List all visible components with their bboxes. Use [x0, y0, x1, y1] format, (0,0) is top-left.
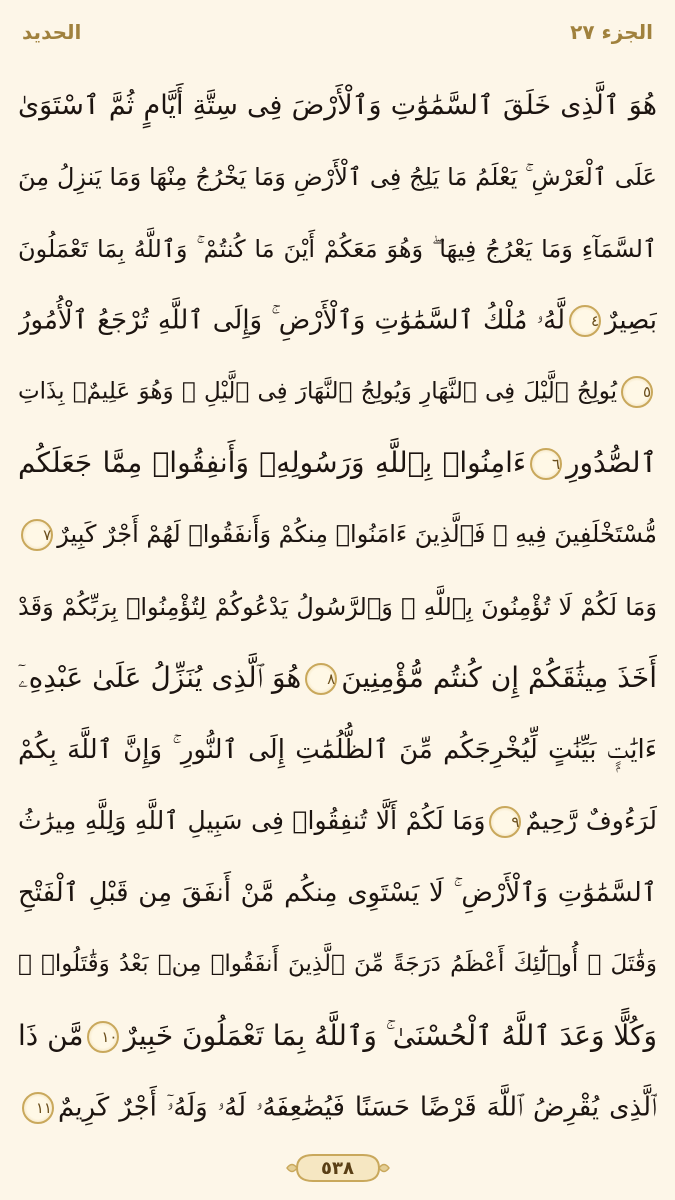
ayah-number-marker: ٦ [530, 448, 562, 480]
verse-line-text [18, 660, 657, 695]
ayah-number-marker: ٥ [621, 376, 653, 408]
verse-line-text [18, 445, 657, 480]
verse-line [18, 70, 657, 142]
verse-line [18, 428, 657, 500]
verse-text: عَلَى ٱلْعَرْشِ ۚ يَعْلَمُ مَا يَلِجُ فِى ٱلْأَرْضِ وَمَا يَخْرُجُ مِنْهَا وَمَا يَنزِلُ مِنَ [18, 163, 657, 192]
quran-text-block [18, 70, 657, 1145]
verse-line-text [18, 234, 657, 263]
verse-line [18, 714, 657, 786]
verse-line-text [18, 592, 657, 621]
verse-line-text [18, 163, 657, 192]
verse-line [18, 1001, 657, 1073]
verse-line [18, 285, 657, 357]
verse-line [18, 929, 657, 1001]
verse-text: أَخَذَ مِيثَٰقَكُمْ إِن كُنتُم مُّؤْمِنِينَ [341, 660, 657, 694]
verse-line-text [18, 1092, 657, 1124]
verse-text: وَمَا لَكُمْ لَا تُؤْمِنُونَ بِٱللَّهِ ۙ وَٱلرَّسُولُ يَدْعُوكُمْ لِتُؤْمِنُوا۟ بِرَبِّكُمْ وَقَدْ [18, 592, 657, 621]
verse-line-text [18, 376, 657, 408]
verse-line-text [18, 519, 657, 551]
verse-text: ٱلسَّمَٰوَٰتِ وَٱلْأَرْضِ ۚ لَا يَسْتَوِى مِنكُم مَّنْ أَنفَقَ مِن قَبْلِ ٱلْفَتْحِ [18, 878, 657, 909]
verse-text: بَصِيرٌ [605, 305, 657, 336]
verse-line [18, 786, 657, 858]
verse-line-text [18, 90, 657, 122]
verse-line-text [18, 878, 657, 909]
verse-text: مَّن ذَا [18, 1018, 84, 1052]
verse-text: ءَامِنُوا۟ بِٱللَّهِ وَرَسُولِهِۦ وَأَنفِقُوا۟ مِمَّا جَعَلَكُم [18, 445, 527, 479]
juz-label: الجزء ٢٧ [570, 20, 653, 44]
verse-line-text [18, 806, 657, 838]
verse-line [18, 213, 657, 285]
ayah-number-marker: ٧ [21, 519, 53, 551]
verse-text: لَرَءُوفٌ رَّحِيمٌ [525, 805, 657, 835]
ayah-number-marker: ٩ [489, 806, 521, 838]
page-header [22, 12, 653, 52]
page-number-badge [283, 1151, 393, 1185]
verse-text: ءَايَٰتٍۭ بَيِّنَٰتٍ لِّيُخْرِجَكُم مِّنَ ٱلظُّلُمَٰتِ إِلَى ٱلنُّورِ ۚ وَإِنَّ ٱللَّهَ بِكُمْ [18, 735, 657, 766]
verse-line [18, 571, 657, 643]
verse-text: وَقَٰتَلَ ۚ أُو۟لَٰٓئِكَ أَعْظَمُ دَرَجَةً مِّنَ ٱلَّذِينَ أَنفَقُوا۟ مِنۢ بَعْدُ وَقَٰتَلُوا۟ ۚ [18, 951, 657, 978]
ayah-number-marker: ٤ [569, 305, 601, 337]
verse-text: لَّهُۥ مُلْكُ ٱلسَّمَٰوَٰتِ وَٱلْأَرْضِ ۚ وَإِلَى ٱللَّهِ تُرْجَعُ ٱلْأُمُورُ [18, 305, 566, 336]
verse-line [18, 500, 657, 572]
verse-text: ٱلَّذِى يُقْرِضُ ٱللَّهَ قَرْضًا حَسَنًا فَيُضَٰعِفَهُۥ لَهُۥ وَلَهُۥٓ أَجْرٌ كَرِيمٌ [58, 1092, 657, 1123]
verse-line-text [18, 1018, 657, 1053]
surah-name: الحديد [22, 20, 82, 44]
verse-line-text [18, 735, 657, 766]
ayah-number-marker: ٨ [305, 663, 337, 695]
verse-line [18, 142, 657, 214]
page-footer [0, 1148, 675, 1188]
verse-text: هُوَ ٱلَّذِى يُنَزِّلُ عَلَىٰ عَبْدِهِۦٓ [18, 660, 302, 694]
verse-line [18, 1072, 657, 1144]
verse-text: وَكُلًّا وَعَدَ ٱللَّهُ ٱلْحُسْنَىٰ ۚ وَٱللَّهُ بِمَا تَعْمَلُونَ خَبِيرٌ [123, 1018, 657, 1052]
verse-text: هُوَ ٱلَّذِى خَلَقَ ٱلسَّمَٰوَٰتِ وَٱلْأَرْضَ فِى سِتَّةِ أَيَّامٍ ثُمَّ ٱسْتَوَىٰ [18, 90, 657, 122]
verse-text: ٱلسَّمَآءِ وَمَا يَعْرُجُ فِيهَا ۖ وَهُوَ مَعَكُمْ أَيْنَ مَا كُنتُمْ ۚ وَٱللَّهُ بِمَا تَعْمَلُونَ [18, 234, 657, 263]
verse-text: ٱلصُّدُورِ [566, 445, 657, 479]
page-number: ٥٣٨ [321, 1157, 354, 1179]
verse-text: مُّسْتَخْلَفِينَ فِيهِ ۖ فَٱلَّذِينَ ءَامَنُوا۟ مِنكُمْ وَأَنفَقُوا۟ لَهُمْ أَجْرٌ كَبِيرٌ [57, 520, 657, 549]
ayah-number-marker: ١١ [22, 1092, 54, 1124]
verse-line [18, 356, 657, 428]
ayah-number-marker: ١٠ [87, 1021, 119, 1053]
verse-line [18, 858, 657, 930]
verse-line-text [18, 305, 657, 337]
verse-text: يُولِجُ ٱلَّيْلَ فِى ٱلنَّهَارِ وَيُولِجُ ٱلنَّهَارَ فِى ٱلَّيْلِ ۚ وَهُوَ عَلِيمٌۢ بِذَاتِ [18, 378, 617, 405]
verse-line [18, 643, 657, 715]
verse-text: وَمَا لَكُمْ أَلَّا تُنفِقُوا۟ فِى سَبِيلِ ٱللَّهِ وَلِلَّهِ مِيرَٰثُ [18, 805, 486, 835]
verse-line-text [18, 953, 657, 976]
